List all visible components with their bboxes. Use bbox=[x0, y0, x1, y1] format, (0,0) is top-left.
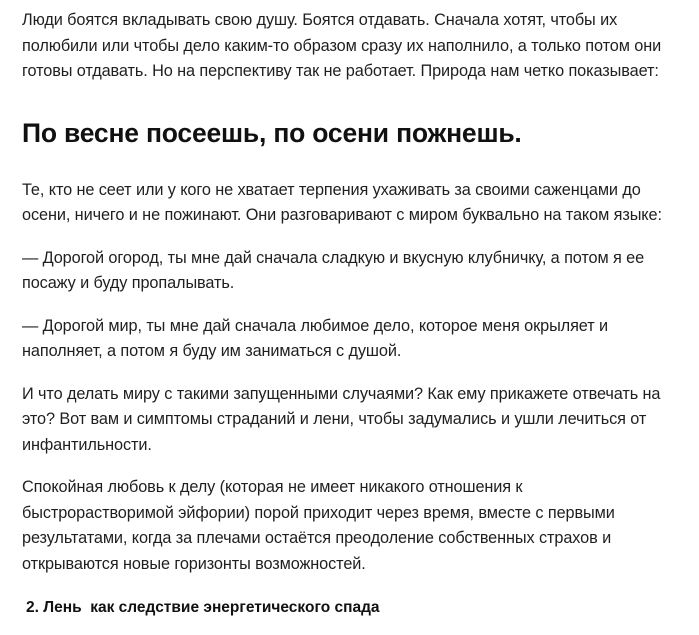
text-line: Люди боятся вкладывать свою душу. Боятся отдавать. Сначала хотят, чтобы их bbox=[22, 11, 618, 29]
text-line: осени, ничего и не пожинают. Они разговаривают с миром буквально на таком языке: bbox=[22, 206, 662, 224]
text-line: готовы отдавать. Но на перспективу так не работает. Природа нам четко показывает: bbox=[22, 62, 659, 80]
text-line: — Дорогой мир, ты мне дай сначала любимое дело, которое меня окрыляет и bbox=[22, 316, 608, 335]
text-line: — Дорогой огород, ты мне дай сначала сладкую и вкусную клубничку, а потом я ее bbox=[22, 248, 645, 267]
text-line: посажу и буду пропалывать. bbox=[22, 274, 235, 292]
text-line: быстрорастворимой эйфории) порой приходит через время, вместе с первыми bbox=[22, 503, 615, 522]
paragraph-world-quote bbox=[22, 314, 682, 365]
text-line: И что делать миру с такими запущенными случаями? Как ему прикажете отвечать на bbox=[22, 384, 661, 403]
paragraph-garden-quote bbox=[22, 246, 682, 297]
paragraph-neglected-cases bbox=[22, 382, 682, 459]
paragraph-fear-of-giving bbox=[22, 8, 682, 85]
section-heading-laziness: 2. Лень как следствие энергетического спада bbox=[26, 599, 380, 616]
text-line: открываются новые горизонты возможностей. bbox=[22, 554, 366, 573]
article-body bbox=[22, 8, 682, 620]
text-line: Те, кто не сеет или у кого не хватает терпения ухаживать за своими саженцами до bbox=[22, 180, 641, 199]
proverb-headline: По весне посеешь, по осени пожнешь. bbox=[22, 117, 522, 148]
text-line: результатами, когда за плечами остаётся преодоление собственных страхов и bbox=[22, 529, 612, 547]
text-line: инфантильности. bbox=[22, 435, 152, 454]
text-line: наполняет, а потом я буду им заниматься с душой. bbox=[22, 342, 402, 360]
text-line: это? Вот вам и симптомы страданий и лени, чтобы задумались и ушли лечиться от bbox=[22, 410, 647, 428]
text-line: Спокойная любовь к делу (которая не имеет никакого отношения к bbox=[22, 478, 523, 496]
text-line: полюбили или чтобы дело каким-то образом сразу их наполнило, а только потом они bbox=[22, 36, 662, 55]
paragraph-those-who-dont-sow bbox=[22, 178, 682, 229]
paragraph-calm-love bbox=[22, 475, 682, 577]
